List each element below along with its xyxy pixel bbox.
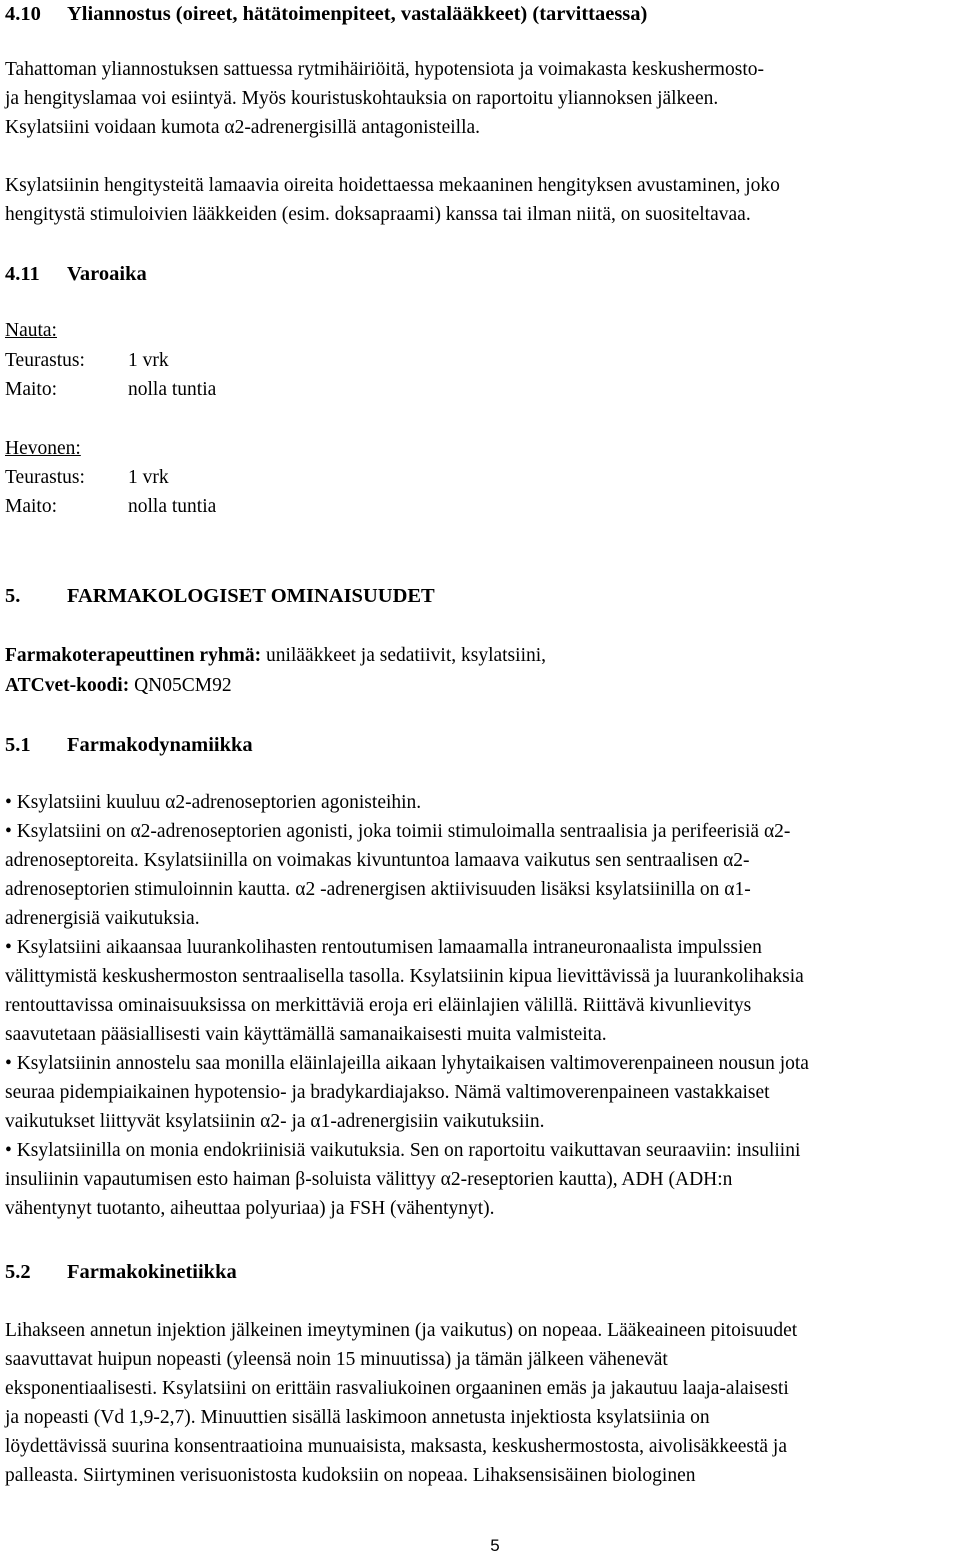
- text-line: Ksylatsiini voidaan kumota α2-adrenergisillä antagonisteilla.: [5, 117, 481, 138]
- section-title: Farmakokinetiikka: [67, 1261, 237, 1283]
- withdrawal-value: 1 vrk: [128, 467, 169, 488]
- section-number: 5.: [5, 585, 21, 607]
- section-title: Varoaika: [67, 263, 147, 285]
- withdrawal-row-slaughter: [5, 463, 169, 492]
- text-line: seuraa pidempiaikainen hypotensio- ja bradykardiajakso. Nämä valtimoverenpaineen vastakkaiset: [5, 1082, 770, 1103]
- text-line: saavutetaan pääsiallisesti vain käyttämällä samanaikaisesti muita valmisteita.: [5, 1024, 607, 1045]
- text-line: Ksylatsiinin hengitysteitä lamaavia oireita hoidettaessa mekaaninen hengityksen avustaminen, joko: [5, 175, 780, 196]
- text-line: • Ksylatsiinin annostelu saa monilla eläinlajeilla aikaan lyhytaikaisen valtimoverenpaineen nousun jota: [5, 1053, 809, 1074]
- section-heading-4-10: [5, 0, 647, 29]
- section-title: Farmakodynamiikka: [67, 734, 253, 756]
- text-line: välittymistä keskushermoston sentraalisella tasolla. Ksylatsiinin kipua lievittävissä ja luurankolihaksia: [5, 966, 804, 987]
- withdrawal-value: 1 vrk: [128, 350, 169, 371]
- text-line: • Ksylatsiinilla on monia endokriinisiä vaikutuksia. Sen on raportoitu vaikuttavan seuraaviin: insuliini: [5, 1140, 801, 1161]
- text-line: vähentynyt tuotanto, aiheuttaa polyuriaa) ja FSH (vähentynyt).: [5, 1198, 495, 1219]
- pharmacotherapeutic-group: [5, 641, 546, 670]
- section-heading-5-2: [5, 1258, 237, 1287]
- atcvet-code: [5, 671, 232, 700]
- text-line: adrenoseptorien stimuloinnin kautta. α2 -adrenergisen aktiivisuuden lisäksi ksylatsiinilla on α1-: [5, 879, 751, 900]
- text-line: adrenergisiä vaikutuksia.: [5, 908, 200, 929]
- section-heading-4-11: [5, 260, 147, 289]
- text-line: palleasta. Siirtyminen verisuonistosta kudoksiin on nopeaa. Lihaksensisäinen biologinen: [5, 1465, 696, 1486]
- withdrawal-value: nolla tuntia: [128, 496, 217, 517]
- atc-value: QN05CM92: [129, 675, 232, 696]
- atc-label: ATCvet-koodi:: [5, 675, 130, 696]
- text-line: hengitystä stimuloivien lääkkeiden (esim. doksapraami) kanssa tai ilman niitä, on suositeltavaa.: [5, 204, 751, 225]
- text-line: Lihakseen annetun injektion jälkeinen imeytyminen (ja vaikutus) on nopeaa. Lääkeaineen pitoisuudet: [5, 1320, 798, 1341]
- withdrawal-label: Teurastus:: [5, 350, 85, 371]
- section-number: 5.1: [5, 734, 31, 756]
- text-line: insuliinin vapautumisen esto haiman β-soluista välittyy α2-reseptorien kautta), ADH (ADH:n: [5, 1169, 733, 1190]
- text-line: • Ksylatsiini kuuluu α2-adrenoseptorien agonisteihin.: [5, 792, 422, 813]
- text-line: • Ksylatsiini on α2-adrenoseptorien agonisti, joka toimii stimuloimalla sentraalisia ja perifeerisiä α2-: [5, 821, 791, 842]
- withdrawal-label: Teurastus:: [5, 467, 85, 488]
- withdrawal-value: nolla tuntia: [128, 379, 217, 400]
- paragraph-overdose: [5, 55, 955, 142]
- text-line: • Ksylatsiini aikaansaa luurankolihasten rentoutumisen lamaamalla intraneuronaalista impulssien: [5, 937, 762, 958]
- text-line: ja nopeasti (Vd 1,9-2,7). Minuuttien sisällä laskimoon annetusta injektiosta ksylatsiinia on: [5, 1407, 710, 1428]
- species-heading-nauta: Nauta:: [5, 320, 57, 341]
- section-title: Yliannostus (oireet, hätätoimenpiteet, vastalääkkeet) (tarvittaessa): [67, 3, 648, 25]
- text-line: eksponentiaalisesti. Ksylatsiini on erittäin rasvaliukoinen orgaaninen emäs ja jakautuu laaja-alaisesti: [5, 1378, 789, 1399]
- group-value: unilääkkeet ja sedatiivit, ksylatsiini,: [261, 645, 547, 666]
- page-number: 5: [490, 1536, 500, 1555]
- withdrawal-row-slaughter: [5, 346, 169, 375]
- section-heading-5-1: [5, 731, 253, 760]
- withdrawal-row-milk: [5, 492, 216, 521]
- withdrawal-row-milk: [5, 375, 216, 404]
- section-number: 4.11: [5, 263, 40, 285]
- withdrawal-label: Maito:: [5, 379, 57, 400]
- text-line: Tahattoman yliannostuksen sattuessa rytmihäiriöitä, hypotensiota ja voimakasta keskushermosto-: [5, 59, 764, 80]
- text-line: adrenoseptoreita. Ksylatsiinilla on voimakas kivuntuntoa lamaava vaikutus sen sentraalisen α2-: [5, 850, 750, 871]
- group-label: Farmakoterapeuttinen ryhmä:: [5, 645, 262, 666]
- section-title: FARMAKOLOGISET OMINAISUUDET: [67, 585, 435, 607]
- withdrawal-label: Maito:: [5, 496, 57, 517]
- section-number: 5.2: [5, 1261, 31, 1283]
- text-line: löydettävissä suurina konsentraatioina munuaisista, maksasta, keskushermostosta, aivolisäkkeestä ja: [5, 1436, 787, 1457]
- pharmacokinetics-text: [5, 1316, 955, 1490]
- text-line: saavuttavat huipun nopeasti (yleensä noin 15 minuutissa) ja tämän jälkeen vähenevät: [5, 1349, 668, 1370]
- text-line: ja hengityslamaa voi esiintyä. Myös kouristuskohtauksia on raportoitu yliannoksen jälkeen.: [5, 88, 719, 109]
- pharmacodynamics-text: [5, 788, 955, 1223]
- section-number: 4.10: [5, 3, 41, 25]
- section-heading-5: [5, 582, 435, 611]
- species-heading-hevonen: Hevonen:: [5, 438, 81, 459]
- text-line: rentouttavissa ominaisuuksissa on merkittäviä eroja eri eläinlajien välillä. Riittävä kivunlievitys: [5, 995, 752, 1016]
- paragraph-respiratory: [5, 171, 955, 229]
- text-line: vaikutukset liittyvät ksylatsiinin α2- ja α1-adrenergisiin vaikutuksiin.: [5, 1111, 545, 1132]
